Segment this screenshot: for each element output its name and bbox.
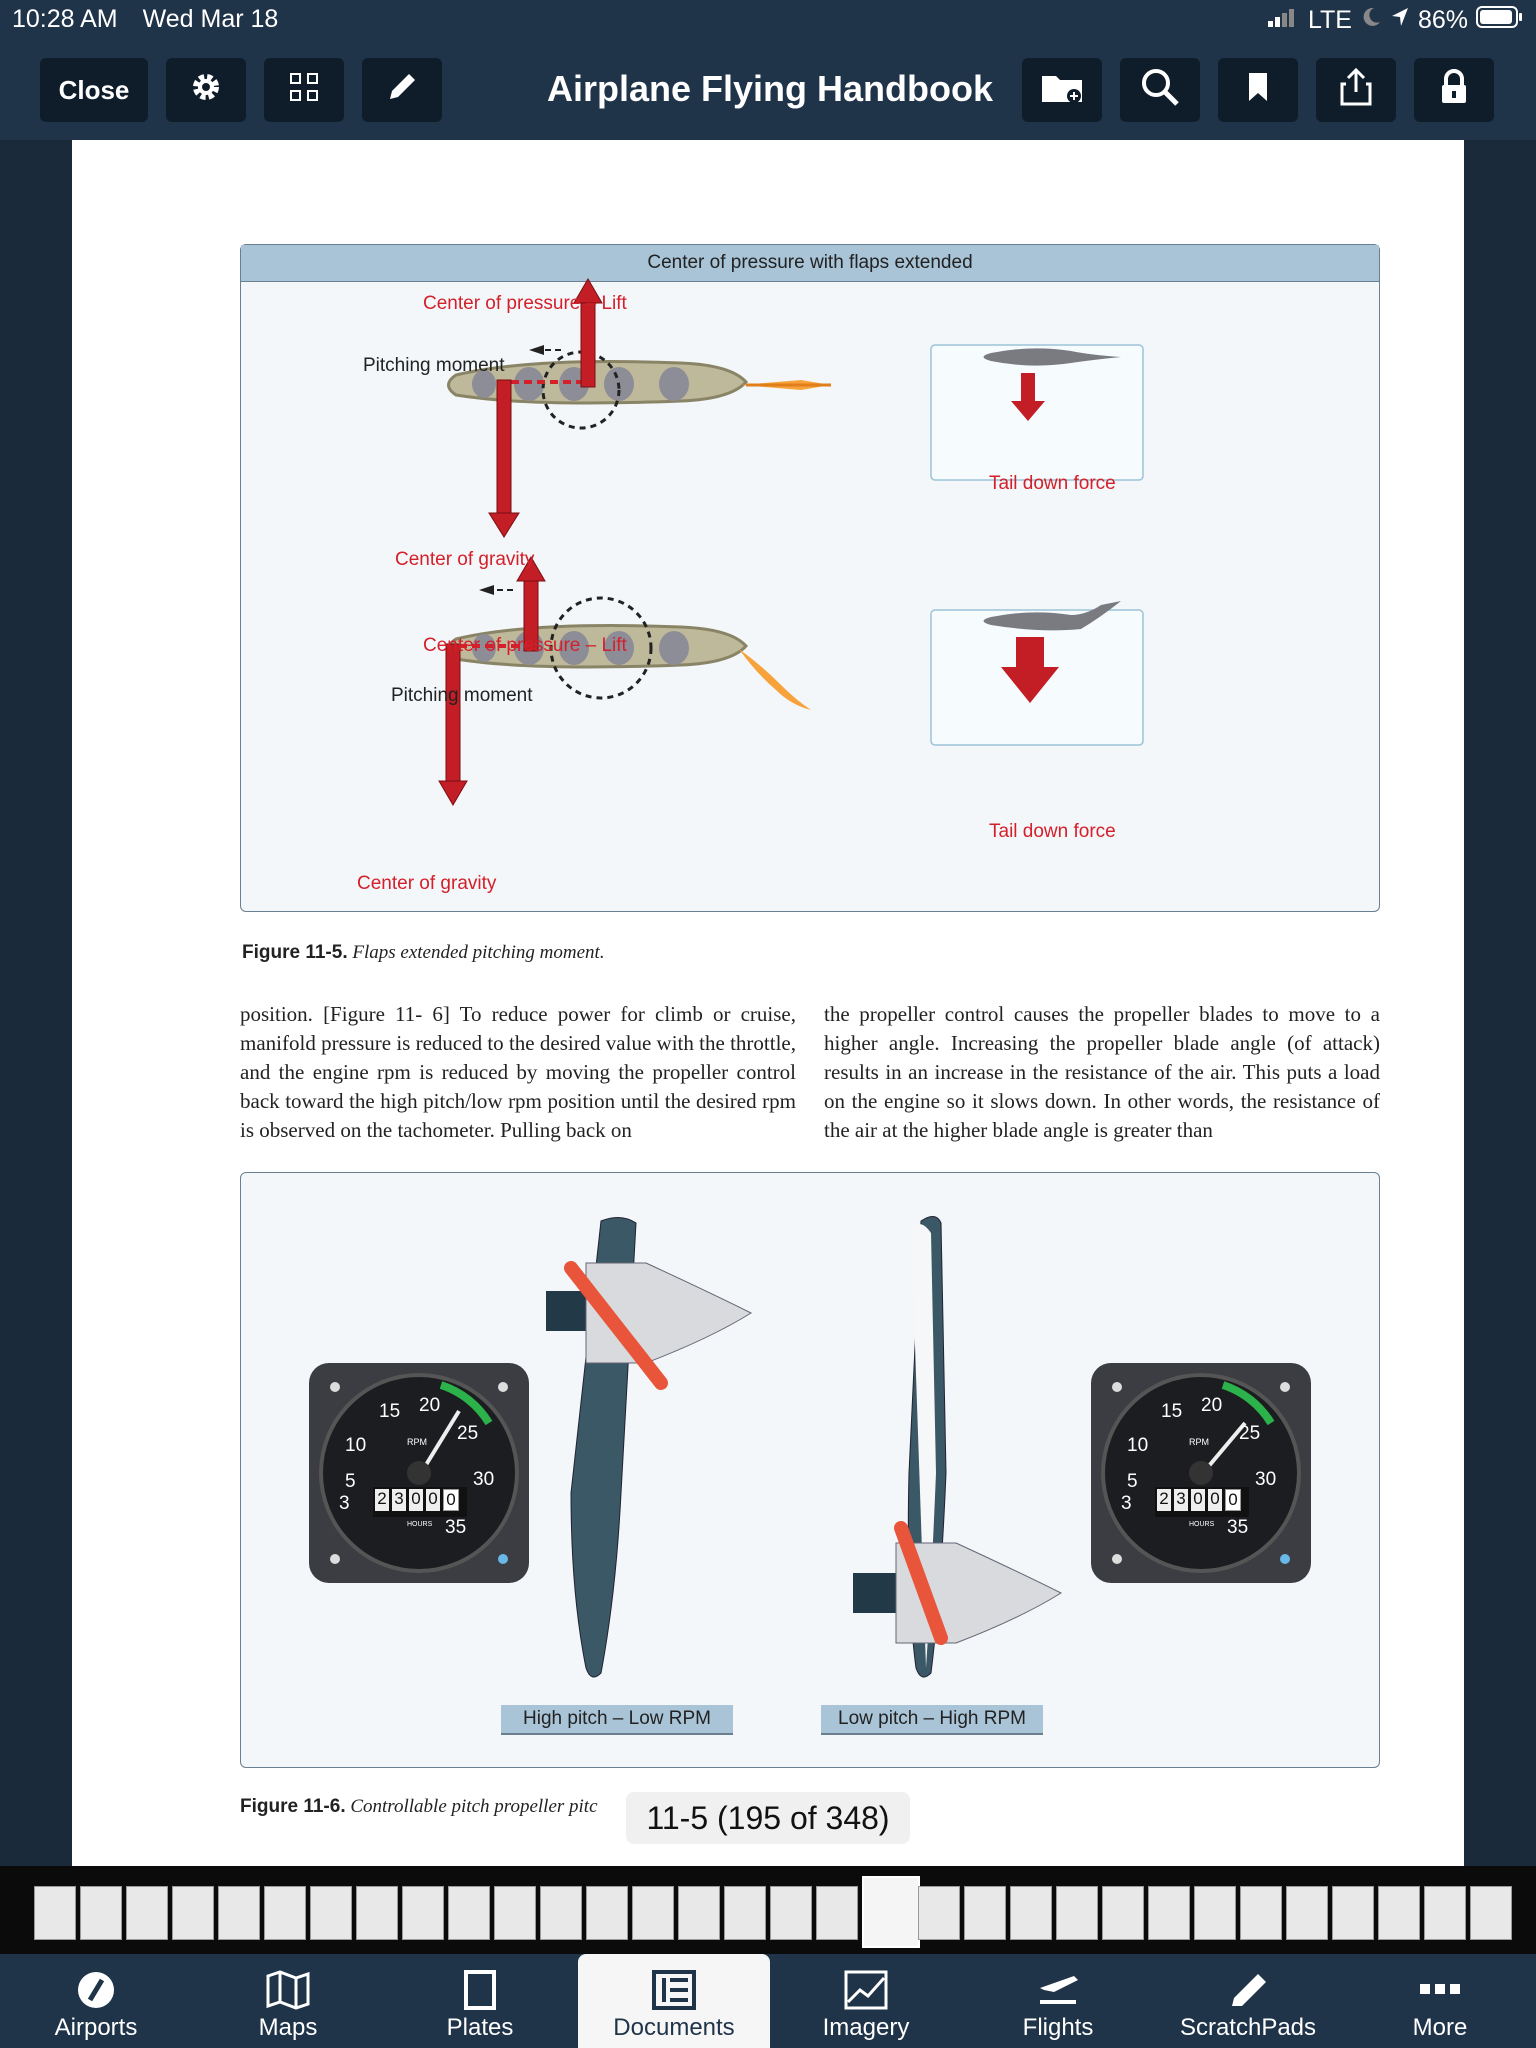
page-thumbnail[interactable] xyxy=(310,1886,352,1940)
page-thumbnail[interactable] xyxy=(678,1886,720,1940)
page-thumbnail[interactable] xyxy=(1194,1886,1236,1940)
tick-35: 35 xyxy=(445,1517,467,1538)
tick-3: 3 xyxy=(1121,1493,1132,1514)
page-thumbnail[interactable] xyxy=(1056,1886,1098,1940)
tick-35: 35 xyxy=(1227,1517,1249,1538)
cp-label-bottom: Center of pressure – Lift xyxy=(423,635,627,656)
tab-documents[interactable] xyxy=(578,1954,770,2048)
tick-3: 3 xyxy=(339,1493,350,1514)
tab-imagery[interactable] xyxy=(770,1954,962,2048)
page-thumbnail-strip[interactable] xyxy=(0,1866,1536,1954)
tick-5: 5 xyxy=(345,1471,356,1492)
propeller-diagram xyxy=(241,1173,1379,1767)
tick-10: 10 xyxy=(345,1435,367,1456)
figure-11-6-caption xyxy=(240,1796,598,1818)
tick-15: 15 xyxy=(379,1401,401,1422)
page-thumbnail[interactable] xyxy=(218,1886,260,1940)
body-column-left: position. [Figure 11- 6] To reduce power for climb or cruise, manifold pressure is reduced to the desired value with the throttle, and the engine rpm is reduced by moving the propeller control back toward the high pitch/low rpm position until the desired rpm is observed on the tachometer. Pulling back on xyxy=(240,1002,796,1142)
tick-20: 20 xyxy=(1201,1395,1223,1416)
figure-11-5 xyxy=(240,244,1380,912)
hours-label: HOURS xyxy=(1189,1521,1215,1528)
document-page[interactable] xyxy=(72,140,1464,1866)
caption-number: Figure 11-6. xyxy=(240,1796,346,1817)
tail-label-top: Tail down force xyxy=(989,473,1116,494)
share-button[interactable] xyxy=(1316,58,1396,122)
tab-scratchpads[interactable] xyxy=(1152,1954,1344,2048)
tab-more[interactable] xyxy=(1344,1954,1536,2048)
tab-flights[interactable] xyxy=(962,1954,1154,2048)
page-thumbnail[interactable] xyxy=(494,1886,536,1940)
counter-digit: 3 xyxy=(1174,1489,1188,1511)
page-thumbnail[interactable] xyxy=(1332,1886,1374,1940)
plates-icon xyxy=(456,1968,504,2012)
page-thumbnail[interactable] xyxy=(356,1886,398,1940)
caption-text: Controllable pitch propeller pitc xyxy=(350,1796,598,1817)
page-thumbnail[interactable] xyxy=(402,1886,444,1940)
top-toolbar xyxy=(0,40,1536,140)
counter-digit: 0 xyxy=(443,1489,459,1511)
settings-button[interactable] xyxy=(166,58,246,122)
counter-digit: 2 xyxy=(1157,1489,1171,1511)
figure-header: Center of pressure with flaps extended xyxy=(241,245,1379,282)
tab-label: Plates xyxy=(446,2014,514,2041)
tab-label: More xyxy=(1412,2014,1468,2041)
page-thumbnail[interactable] xyxy=(1378,1886,1420,1940)
page-thumbnail[interactable] xyxy=(126,1886,168,1940)
annotate-button[interactable] xyxy=(362,58,442,122)
pm-label-bottom: Pitching moment xyxy=(391,685,533,706)
lock-icon xyxy=(1440,69,1468,112)
tick-25: 25 xyxy=(1239,1423,1261,1444)
tab-maps[interactable] xyxy=(192,1954,384,2048)
tick-5: 5 xyxy=(1127,1471,1138,1492)
bookmark-button[interactable] xyxy=(1218,58,1298,122)
status-time: 10:28 AM xyxy=(12,5,118,33)
tab-label: Maps xyxy=(258,2014,318,2041)
pm-label-top: Pitching moment xyxy=(363,355,505,376)
caption-number: Figure 11-5. xyxy=(242,942,348,963)
counter-digit: 3 xyxy=(392,1489,406,1511)
caption-text: Flaps extended pitching moment. xyxy=(352,942,605,963)
signal-icon xyxy=(1266,6,1300,35)
page-thumbnail[interactable] xyxy=(448,1886,490,1940)
page-thumbnail[interactable] xyxy=(1240,1886,1282,1940)
label-high-pitch: High pitch – Low RPM xyxy=(501,1705,733,1735)
page-thumbnail[interactable] xyxy=(264,1886,306,1940)
figure-11-6 xyxy=(240,1172,1380,1768)
page-thumbnail[interactable] xyxy=(1102,1886,1144,1940)
tail-label-bottom: Tail down force xyxy=(989,821,1116,842)
page-thumbnail[interactable] xyxy=(586,1886,628,1940)
page-thumbnail[interactable] xyxy=(632,1886,674,1940)
imagery-icon xyxy=(842,1968,890,2012)
airports-icon xyxy=(72,1968,120,2012)
tick-15: 15 xyxy=(1161,1401,1183,1422)
page-thumbnail[interactable] xyxy=(540,1886,582,1940)
page-thumbnail[interactable] xyxy=(1010,1886,1052,1940)
fuselage-top xyxy=(449,279,832,537)
page-thumbnail[interactable] xyxy=(918,1886,960,1940)
page-thumbnail[interactable] xyxy=(862,1876,920,1948)
thumbnails-button[interactable] xyxy=(264,58,344,122)
page-thumbnail[interactable] xyxy=(816,1886,858,1940)
rpm-label: RPM xyxy=(407,1437,427,1447)
flights-icon xyxy=(1034,1968,1082,2012)
page-indicator: 11-5 (195 of 348) xyxy=(626,1792,910,1844)
counter-digit: 0 xyxy=(1191,1489,1205,1511)
battery-icon xyxy=(1476,5,1524,36)
moon-icon xyxy=(1360,6,1382,35)
propeller-low-pitch xyxy=(853,1216,1061,1677)
counter-digit: 0 xyxy=(409,1489,423,1511)
page-thumbnail[interactable] xyxy=(172,1886,214,1940)
tick-25: 25 xyxy=(457,1423,479,1444)
page-thumbnail[interactable] xyxy=(1424,1886,1466,1940)
documents-icon xyxy=(650,1968,698,2012)
flaps-diagram xyxy=(241,245,1379,911)
network-label: LTE xyxy=(1307,6,1352,34)
hours-label: HOURS xyxy=(407,1521,433,1528)
bookmark-icon xyxy=(1247,71,1269,110)
page-thumbnail[interactable] xyxy=(80,1886,122,1940)
lock-button[interactable] xyxy=(1414,58,1494,122)
counter-digit: 0 xyxy=(1208,1489,1222,1511)
share-icon xyxy=(1340,68,1372,113)
tick-30: 30 xyxy=(473,1469,495,1490)
cg-label-bottom: Center of gravity xyxy=(357,873,497,894)
tick-10: 10 xyxy=(1127,1435,1149,1456)
page-thumbnail[interactable] xyxy=(1148,1886,1190,1940)
maps-icon xyxy=(264,1968,312,2012)
label-low-pitch: Low pitch – High RPM xyxy=(821,1705,1043,1735)
propeller-high-pitch xyxy=(546,1217,751,1677)
cg-label-top: Center of gravity xyxy=(395,549,535,570)
fuselage-bottom xyxy=(439,557,811,805)
tab-label: Imagery xyxy=(822,2014,910,2041)
page-thumbnail[interactable] xyxy=(34,1886,76,1940)
status-date: Wed Mar 18 xyxy=(142,5,279,33)
page-thumbnail[interactable] xyxy=(1470,1886,1512,1940)
counter-digit: 0 xyxy=(1225,1489,1241,1511)
scratchpads-icon xyxy=(1224,1968,1272,2012)
search-button[interactable] xyxy=(1120,58,1200,122)
page-thumbnail[interactable] xyxy=(724,1886,766,1940)
cp-label-top: Center of pressure – Lift xyxy=(423,293,627,314)
document-title: Airplane Flying Handbook xyxy=(546,68,994,109)
page-thumbnail[interactable] xyxy=(770,1886,812,1940)
folder-add-icon xyxy=(1040,70,1084,111)
tab-label: Flights xyxy=(1022,2014,1094,2041)
tick-20: 20 xyxy=(419,1395,441,1416)
more-icon xyxy=(1416,1968,1464,2012)
folder-button[interactable] xyxy=(1022,58,1102,122)
rpm-counter xyxy=(1157,1489,1241,1511)
gear-icon xyxy=(189,70,223,111)
body-column-right: the propeller control causes the propeller blades to move to a higher angle. Increasing the propeller blade angle (of attack) results in an increase in the resistance of the air. This puts a load on the engine so it slows down. In other words, the resistance of the air at the higher blade angle is greater than xyxy=(824,1002,1380,1142)
tab-label: Documents xyxy=(613,2014,735,2041)
tab-airports[interactable] xyxy=(0,1954,192,2048)
status-bar xyxy=(0,0,1536,40)
counter-digit: 2 xyxy=(375,1489,389,1511)
counter-digit: 0 xyxy=(426,1489,440,1511)
tab-plates[interactable] xyxy=(384,1954,576,2048)
figure-11-5-caption xyxy=(242,942,605,964)
pencil-icon xyxy=(384,69,420,112)
rpm-counter xyxy=(375,1489,459,1511)
page-thumbnail[interactable] xyxy=(1286,1886,1328,1940)
page-thumbnail[interactable] xyxy=(964,1886,1006,1940)
location-icon xyxy=(1390,6,1410,35)
tab-label: ScratchPads xyxy=(1179,2014,1317,2041)
bottom-tab-bar xyxy=(0,1954,1536,2048)
tab-label: Airports xyxy=(54,2014,138,2041)
close-button[interactable]: Close xyxy=(40,58,148,122)
search-icon xyxy=(1140,67,1180,114)
battery-percent: 86% xyxy=(1417,6,1468,34)
rpm-label: RPM xyxy=(1189,1437,1209,1447)
tick-30: 30 xyxy=(1255,1469,1277,1490)
grid-icon xyxy=(289,72,319,109)
